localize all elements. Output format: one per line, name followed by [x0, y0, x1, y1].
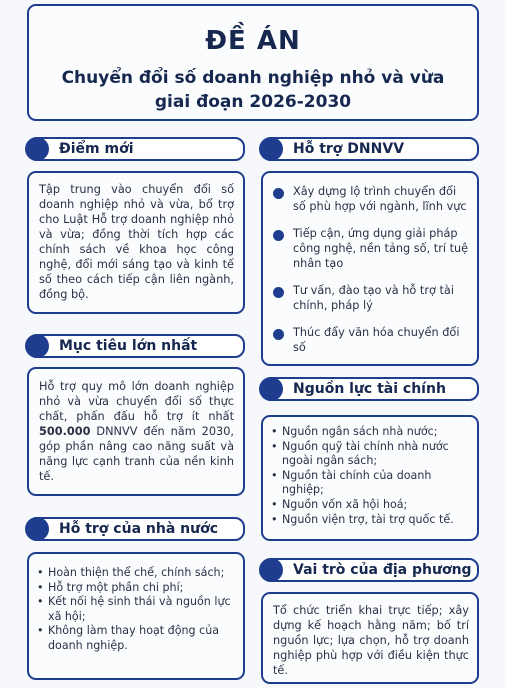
target-number: 500.000 — [39, 425, 91, 438]
list-item-text: Thúc đẩy văn hóa chuyển đổi số — [293, 326, 460, 354]
list-item: • Hỗ trợ một phần chi phí; — [37, 581, 237, 596]
document-title: ĐỀ ÁN — [205, 26, 301, 56]
muc-tieu-text — [39, 379, 234, 484]
bullet-dot-icon — [273, 230, 284, 241]
muc-tieu-text-end: DNNVV đến năm 2030, góp phần nâng cao năng suất và năng lực cạnh tranh của nền kinh tế. — [39, 425, 234, 483]
circle-bullet-icon — [259, 558, 283, 582]
panel-ho-tro-dnnvv — [261, 171, 479, 366]
list-item — [273, 226, 471, 271]
section-title: Điểm mới — [59, 141, 134, 157]
list-item-text: Xây dựng lộ trình chuyển đổi số phù hợp với ngành, lĩnh vực — [293, 185, 467, 213]
list-item: • Nguồn viện trợ, tài trợ quốc tế. — [271, 513, 473, 528]
section-title: Nguồn lực tài chính — [293, 381, 446, 397]
subtitle-line-2: giai đoạn 2026-2030 — [154, 92, 352, 112]
panel-ho-tro-nha-nuoc — [27, 552, 245, 680]
section-header-ho-tro-nha-nuoc — [27, 517, 245, 541]
panel-muc-tieu — [27, 367, 245, 496]
circle-bullet-icon — [259, 137, 283, 161]
document-subtitle — [29, 66, 477, 114]
list-item-text: Tiếp cận, ứng dụng giải pháp công nghệ, nền tảng số, trí tuệ nhân tạo — [293, 227, 469, 270]
circle-bullet-icon — [25, 517, 49, 541]
list-item: • Nguồn ngân sách nhà nước; — [271, 425, 473, 440]
title-panel — [27, 4, 479, 121]
ho-tro-dnnvv-list — [273, 184, 471, 367]
panel-diem-moi — [27, 171, 245, 314]
section-header-nguon-luc — [261, 377, 479, 401]
bullet-dot-icon — [273, 329, 284, 340]
circle-bullet-icon — [25, 334, 49, 358]
list-item: • Hoàn thiện thể chế, chính sách; — [37, 566, 237, 581]
bullet-dot-icon — [273, 287, 284, 298]
circle-bullet-icon — [259, 377, 283, 401]
panel-nguon-luc — [261, 415, 479, 541]
list-item: • Nguồn vốn xã hội hoá; — [271, 498, 473, 513]
section-title: Hỗ trợ của nhà nước — [59, 521, 218, 537]
bullet-dot-icon — [273, 188, 284, 199]
subtitle-line-1: Chuyển đổi số doanh nghiệp nhỏ và vừa — [61, 68, 445, 88]
list-item: • Nguồn tài chính của doanh nghiệp; — [271, 469, 473, 498]
section-header-vai-tro — [261, 558, 479, 582]
list-item — [273, 184, 471, 214]
section-title: Hỗ trợ DNNVV — [293, 141, 405, 157]
section-header-ho-tro-dnnvv — [261, 137, 479, 161]
vai-tro-text: Tổ chức triển khai trực tiếp; xây dựng kế hoạch hằng năm; bố trí nguồn lực; lựa chọn, hỗ trợ doanh nghiệp phù hợp với điều kiện thực tế. — [273, 604, 469, 677]
muc-tieu-text-start: Hỗ trợ quy mô lớn doanh nghiệp nhỏ và vừa chuyển đổi số thực chất, phấn đấu hỗ trợ ít nhất — [39, 380, 234, 423]
panel-vai-tro — [261, 592, 479, 684]
nguon-luc-list — [271, 425, 473, 527]
list-item: • Nguồn quỹ tài chính nhà nước ngoài ngân sách; — [271, 440, 473, 469]
list-item — [273, 283, 471, 313]
list-item — [273, 325, 471, 355]
circle-bullet-icon — [25, 137, 49, 161]
section-title: Vai trò của địa phương — [293, 562, 472, 578]
list-item: • Kết nối hệ sinh thái và nguồn lực xã hội; — [37, 595, 237, 624]
section-header-diem-moi — [27, 137, 245, 161]
diem-moi-text: Tập trung vào chuyển đổi số doanh nghiệp nhỏ và vừa, bổ trợ cho Luật Hỗ trợ doanh nghiệp nhỏ và vừa; đồng thời tích hợp các chính sách về khoa học công nghệ, đổi mới sáng tạo và kinh tế số theo cách tiếp cận liên ngành, đồng bộ. — [39, 183, 234, 301]
section-title: Mục tiêu lớn nhất — [59, 338, 198, 354]
list-item: • Không làm thay hoạt động của doanh nghiệp. — [37, 624, 237, 653]
section-header-muc-tieu — [27, 334, 245, 358]
list-item-text: Tư vấn, đào tạo và hỗ trợ tài chính, pháp lý — [293, 284, 454, 312]
ho-tro-nha-nuoc-list — [37, 566, 237, 654]
